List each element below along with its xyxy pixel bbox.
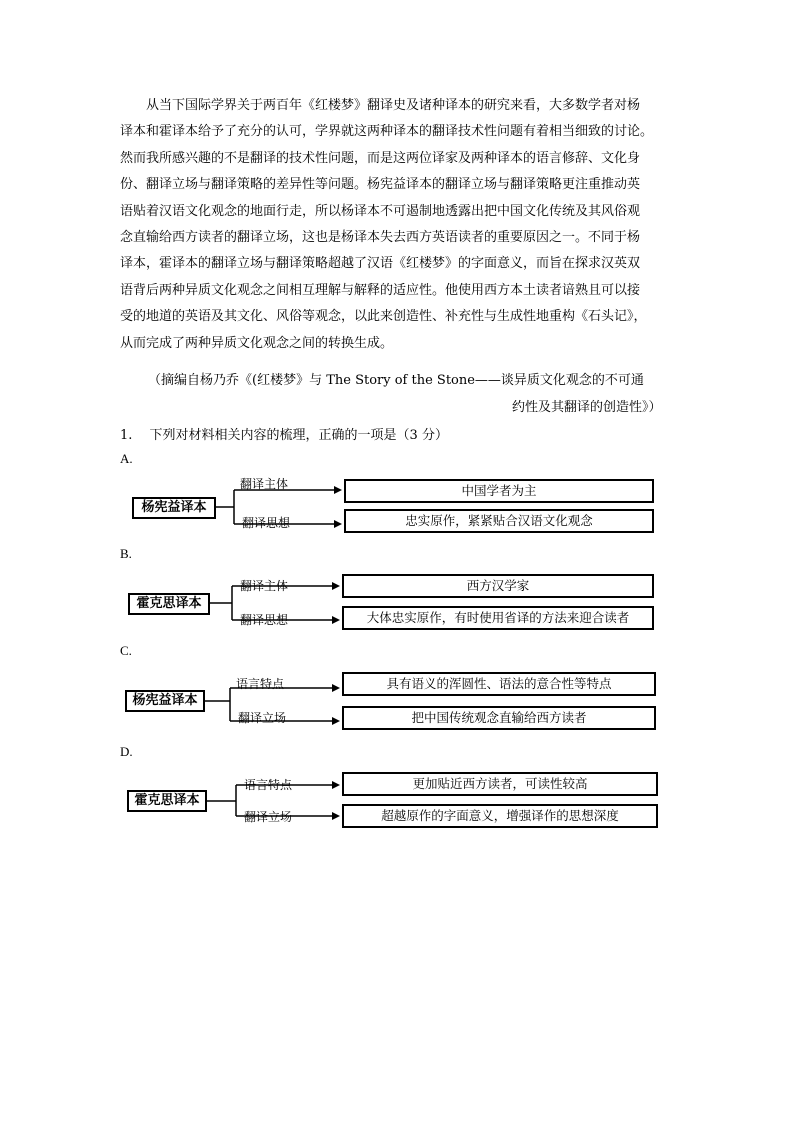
option-b-box2: 大体忠实原作，有时使用省译的方法来迎合读者 [342,606,654,630]
option-b-label2: 翻译思想 [240,613,289,627]
option-a-box2: 忠实原作，紧紧贴合汉语文化观念 [344,509,654,533]
passage-line: 从而完成了两种异质文化观念之间的转换生成。 [120,335,394,351]
option-b-box1: 西方汉学家 [342,574,654,598]
passage-line: 受的地道的英语及其文化、风俗等观念，以此来创造性、补充性与生成性地重构《石头记》， [120,309,647,325]
option-b-label1: 翻译主体 [240,579,289,593]
option-a-box1: 中国学者为主 [344,479,654,503]
option-d-label2: 翻译立场 [244,810,293,824]
option-c-label2: 翻译立场 [238,711,287,725]
question-1: 1. 下列对材料相关内容的梳理，正确的一项是（3 分） [120,428,448,443]
passage-line: 语贴着汉语文化观念的地面行走，所以杨译本不可遏制地透露出把中国文化传统及其风俗观 [120,203,641,219]
option-d-diagram [120,768,665,838]
option-d-root: 霍克思译本 [127,790,207,812]
source-citation-line2: 约性及其翻译的创造性》） [512,400,662,415]
passage-line: 份、翻译立场与翻译策略的差异性等问题。杨宪益译本的翻译立场与翻译策略更注重推动英 [120,177,641,193]
option-a-label2: 翻译思想 [242,516,291,530]
passage-line: 译本，霍译本的翻译立场与翻译策略超越了汉语《红楼梦》的字面意义，而旨在探求汉英双 [120,256,641,272]
passage-line: 从当下国际学界关于两百年《红楼梦》翻译史及诸种译本的研究来看，大多数学者对杨 [146,98,641,113]
option-a-letter[interactable]: A. [120,451,133,466]
option-c-root: 杨宪益译本 [125,690,205,712]
option-d-letter[interactable]: D. [120,744,133,759]
passage-line: 念直输给西方读者的翻译立场，这也是杨译本失去西方英语读者的重要原因之一。不同于杨 [120,230,641,246]
option-a-diagram [120,476,665,546]
passage-line: 然而我所感兴趣的不是翻译的技术性问题，而是这两位译家及两种译本的语言修辞、文化身 [120,150,641,166]
option-c-label1: 语言特点 [236,677,285,691]
option-c-box2: 把中国传统观念直输给西方读者 [342,706,656,730]
passage [120,93,685,357]
passage-line: 译本和霍译本给予了充分的认可，学界就这两种译本的翻译技术性问题有着相当细致的讨论。 [120,124,654,140]
option-b-letter[interactable]: B. [120,546,132,561]
option-b-root: 霍克思译本 [128,593,210,615]
option-c-box1: 具有语义的浑圆性、语法的意合性等特点 [342,672,656,696]
option-a-label1: 翻译主体 [240,477,289,491]
option-d-label1: 语言特点 [244,778,293,792]
source-citation-line1: （摘编自杨乃乔《(红楼梦》与 The Story of the Stone——谈异质文化观念的不可通 [148,373,644,388]
option-a-root: 杨宪益译本 [132,497,216,519]
option-c-letter[interactable]: C. [120,643,132,658]
option-d-box2: 超越原作的字面意义，增强译作的思想深度 [342,804,658,828]
passage-line: 语背后两种异质文化观念之间相互理解与解释的适应性。他使用西方本土读者谙熟且可以接 [120,282,641,298]
option-d-box1: 更加贴近西方读者，可读性较高 [342,772,658,796]
option-b-diagram [120,571,665,641]
option-c-diagram [120,668,665,738]
